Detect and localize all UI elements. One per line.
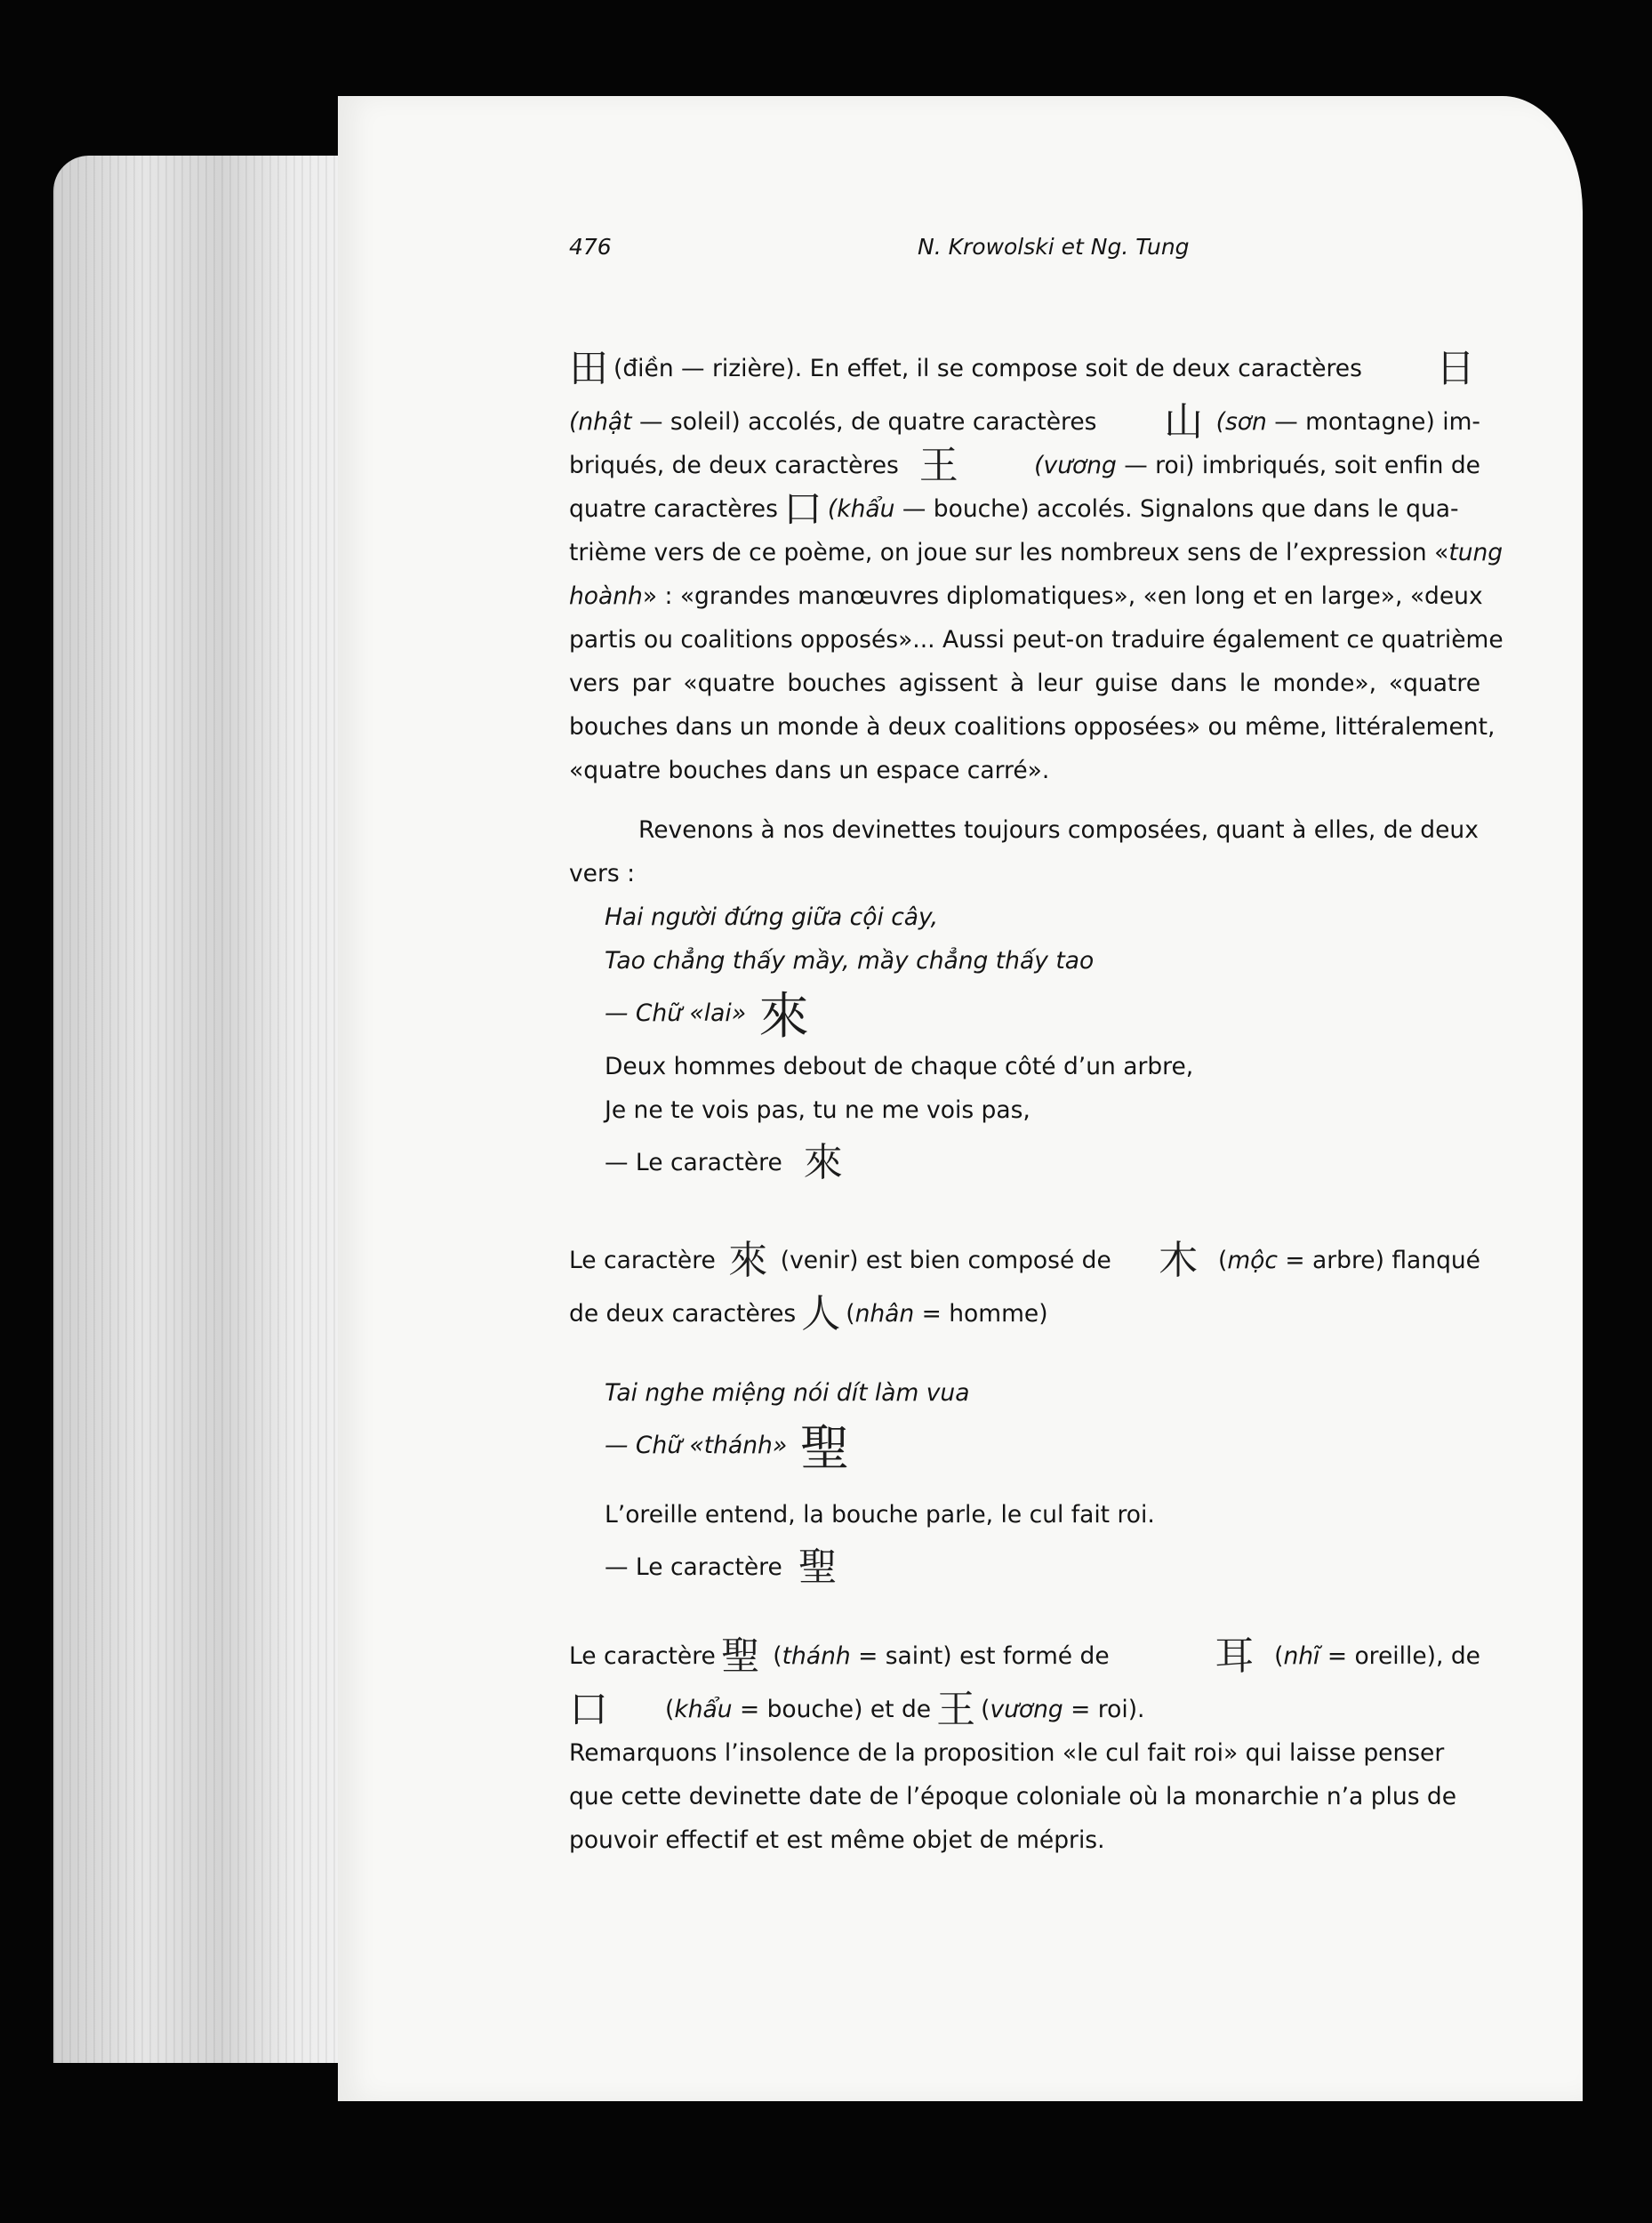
glyph-nhat: 日 xyxy=(1436,346,1475,391)
riddle1-verse-3: — Chữ «lai» 來 xyxy=(569,983,1480,1045)
glyph-vuong-2: 王 xyxy=(936,1687,976,1732)
p1-line-4: quatre caractères 口 (khẩu — bouche) accolés. Signalons que dans le qua- xyxy=(569,486,1459,532)
p1-line-10: «quatre bouches dans un espace carré». xyxy=(569,757,1050,784)
riddle1-translation-2: Je ne te vois pas, tu ne me vois pas, xyxy=(605,1096,1030,1124)
body-text xyxy=(569,338,1504,1862)
riddle1-verse-1: Hai người đứng giữa cội cây, xyxy=(605,903,939,931)
glyph-lai: 來 xyxy=(758,988,809,1046)
p5-line-2: que cette devinette date de l’époque coloniale où la monarchie n’a plus de xyxy=(569,1783,1457,1810)
p4-line-1: Le caractère 聖 (thánh = saint) est formé de 耳 (nhĩ = oreille), de xyxy=(569,1625,1480,1688)
glyph-moc: 木 xyxy=(1159,1238,1199,1283)
p1-line-7: partis ou coalitions opposés»... Aussi peut-on traduire également ce quatrième xyxy=(569,626,1504,654)
running-head xyxy=(569,234,1489,269)
page-number: 476 xyxy=(569,234,612,260)
p2-line-1: Revenons à nos devinettes toujours composées, quant à elles, de deux xyxy=(638,816,1479,844)
p5-line-3: pouvoir effectif et est même objet de mépris. xyxy=(569,1826,1105,1854)
riddle2-translation-1: L’oreille entend, la bouche parle, le cul fait roi. xyxy=(605,1501,1155,1529)
glyph-lai-3: 來 xyxy=(728,1238,768,1283)
glyph-son: 山 xyxy=(1164,399,1204,445)
header-authors: N. Krowolski et Ng. Tung xyxy=(918,234,1190,260)
glyph-thanh: 聖 xyxy=(799,1420,850,1478)
p4-line-2: 口 (khẩu = bouche) et de 王 (vương = roi). xyxy=(569,1687,1145,1732)
p5-line-1: Remarquons l’insolence de la proposition «le cul fait roi» qui laisse penser xyxy=(569,1739,1445,1767)
p1-line-1 xyxy=(569,338,1480,400)
p3-line-1: Le caractère 來 (venir) est bien composé de 木 (mộc = arbre) flanqué xyxy=(569,1230,1480,1292)
p1-line-9: bouches dans un monde à deux coalitions opposées» ou même, littéralement, xyxy=(569,713,1496,741)
p1-line-8: vers par «quatre bouches agissent à leur guise dans le monde», «quatre xyxy=(569,670,1480,697)
glyph-dien: 田 xyxy=(569,346,608,391)
page-stack-edge xyxy=(53,156,356,2063)
p1-line-6: hoành» : «grandes manœuvres diplomatiques», «en long et en large», «deux xyxy=(569,582,1483,610)
glyph-khau-2: 口 xyxy=(569,1687,608,1732)
riddle1-translation-3: — Le caractère 來 xyxy=(569,1132,1480,1194)
riddle2-verse-1: Tai nghe miệng nói dít làm vua xyxy=(605,1379,970,1407)
p3-line-2: de deux caractères 人 (nhân = homme) xyxy=(569,1291,1048,1336)
page-edge-lines xyxy=(53,156,356,2063)
riddle2-verse-2: — Chữ «thánh» 聖 xyxy=(569,1415,1480,1477)
p2-line-2: vers : xyxy=(569,860,636,887)
riddle2-translation-2: — Le caractère 聖 xyxy=(569,1537,1480,1599)
glyph-nhan: 人 xyxy=(801,1291,841,1336)
glyph-thanh-3: 聖 xyxy=(720,1633,760,1679)
p1-l1-text: (điền — rizière). En effet, il se compose soit de deux caractères xyxy=(613,355,1362,382)
glyph-vuong: 王 xyxy=(918,443,958,488)
glyph-lai-2: 來 xyxy=(803,1140,843,1185)
glyph-khau: 口 xyxy=(782,486,822,532)
p1-line-3: briqués, de deux caractères 王 (vương — roi) imbriqués, soit enfin de xyxy=(569,443,1480,488)
p1-line-2: (nhật — soleil) accolés, de quatre caractères 山 (sơn — montagne) im- xyxy=(569,399,1480,445)
glyph-nhi: 耳 xyxy=(1215,1633,1255,1679)
riddle1-verse-2: Tao chẳng thấy mầy, mầy chẳng thấy tao xyxy=(605,947,1095,975)
glyph-thanh-2: 聖 xyxy=(798,1545,838,1590)
riddle1-translation-1: Deux hommes debout de chaque côté d’un arbre, xyxy=(605,1053,1194,1080)
p1-line-5: trième vers de ce poème, on joue sur les nombreux sens de l’expression «tung xyxy=(569,539,1504,566)
